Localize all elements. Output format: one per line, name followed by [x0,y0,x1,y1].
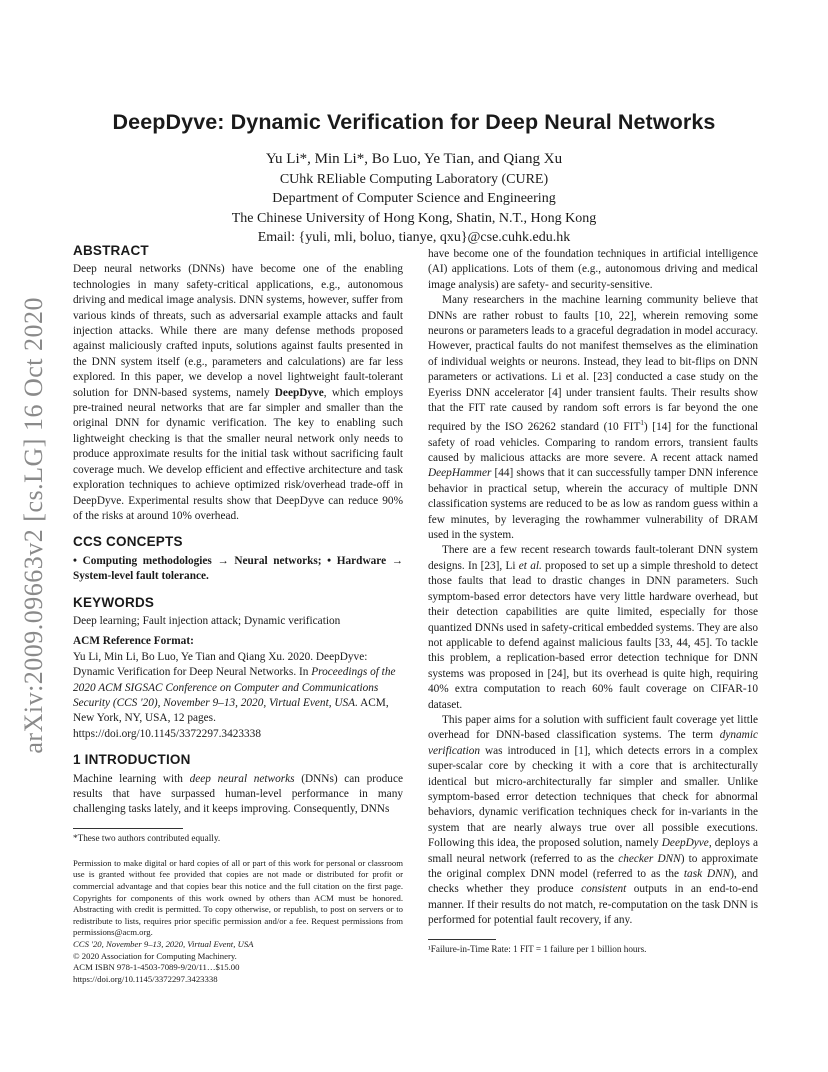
ccs-heading: CCS CONCEPTS [73,534,183,550]
paper-title: DeepDyve: Dynamic Verification for Deep Neural Networks [112,110,716,134]
author-department: Department of Computer Science and Engineering [272,191,556,206]
permission-block [73,858,403,986]
right-paragraph-2: Many researchers in the machine learning community believe that DNNs are rather robust to faults [10, 22], wherein removing some neurons or parameters leads to a graceful degradation in model accuracy. However, practical faults do not manifest themselves as the elimination of individual weights or neurons. Instead, they lead to bit-flips on DNN parameters or activations. Li et al. [23] conducted a case study on the Eyeriss DNN accelerator [4] under transient faults. Their results show that the FIT rate caused by random soft errors is far beyond the one required by the ISO 26262 standard (10 FIT$^1$) [14] for the functional safety of road vehicles. Comparing to random errors, transient faults caused by malicious attacks are more severe. A recent attack named DeepHammer [44] shows that it can successfully tamper DNN inference behavior in practical setup, wherein the accuracy of multiple DNN classification systems are reduced to be as low as random guess within a few minutes, by leveraging the rowhammer vulnerability of DRAM used in the system. [428,294,758,542]
arxiv-id: arXiv:2009.09663v2 [cs.LG] 16 Oct 2020 [19,296,48,754]
footnote-rule-right [428,939,496,940]
right-column [428,247,758,955]
keywords-heading: KEYWORDS [73,594,155,610]
author-names: Yu Li*, Min Li*, Bo Luo, Ye Tian, and Qiang Xu [265,151,563,167]
author-email: Email: {yuli, mli, boluo, tianye, qxu}@cse.cuhk.edu.hk [257,230,571,245]
abstract-text: Deep neural networks (DNNs) have become one of the enabling technologies in many safety-critical applications, e.g., autonomous driving and medical image analysis. DNN systems, however, suffer from various kinds of threats, such as adversarial example attacks and fault injection attacks. While there are many defense methods proposed against maliciously crafted inputs, solutions against faults presented in the DNN system itself (e.g., parameters and calculations) are far less explored. In this paper, we develop a novel lightweight fault-tolerant solution for DNN-based systems, namely DeepDyve, which employs pre-trained neural networks that are far simpler and smaller than the original DNN for dynamic verification. The key to enabling such lightweight checking is that the smaller neural network only needs to produce approximate results for the initial task without sacrificing fault coverage much. We develop efficient and effective architecture and task exploration techniques to achieve optimized risk/overhead trade-off in DeepDyve. Experimental results show that DeepDyve can reduce 90% of the risks at around 10% overhead. [73,263,403,522]
intro-heading: 1 INTRODUCTION [73,752,191,768]
acm-reference-text: Yu Li, Min Li, Bo Luo, Ye Tian and Qiang Xu. 2020. DeepDyve: Dynamic Verification for Deep Neural Networks. In Proceedings of the 2020 ACM SIGSAC Conference on Computer and Communications Security (CCS '20), November 9–13, 2020, Virtual Event, USA. ACM, New York, NY, USA, 12 pages. https://doi.org/10.1145/3372297.3423338 [73,650,396,740]
footnote-fit: ¹Failure-in-Time Rate: 1 FIT = 1 failure per 1 billion hours. [428,943,647,954]
right-paragraph-3: There are a few recent research towards fault-tolerant DNN system designs. In [23], Li et al. proposed to set up a simple threshold to detect those faults that lead to drastic changes in DNN parameters. Such symptom-based error detectors have very little hardware overhead, but their detection capabilities are quite limited, especially for those quantized DNNs used in safety-critical embedded systems. They are also not applicable to defend against malicious faults [33, 44, 45]. To tackle this problem, a replication-based error detection technique for DNN systems was proposed in [24], but its overhead is quite high, requiring 40% extra computation to reach 60% fault coverage on CIFAR-10 dataset. [428,544,759,711]
right-paragraph-4: This paper aims for a solution with sufficient fault coverage yet little overhead for DNN-based classification systems. The term dynamic verification was introduced in [1], which detects errors in a complex super-scalar core by checking it with a core that is architecturally identical but micro-architecturally far simpler and smaller. Unlike symptom-based error detection techniques that check for abnormal behaviors, dynamic verification techniques check for in-variants in the system that are nearly always true over all possible executions. Following this idea, the proposed solution, namely DeepDyve, deploys a small neural network (referred to as the checker DNN) to approximate the original complex DNN model (referred to as the task DNN), and checks whether they produce consistent outputs in an end-to-end manner. If their results do not match, re-computation on the task DNN is performed for potential fault recovery, if any. [428,713,759,927]
doi-line: https://doi.org/10.1145/3372297.3423338 [73,973,218,984]
footnote-rule-left [73,828,183,829]
permission-text: Permission to make digital or hard copies of all or part of this work for personal or classroom use is granted without fee provided that copies are not made or distributed for profit or commercial advantage and that copies bear this notice and the full citation on the first page. Copyrights for components of this work owned by others than ACM must be honored. Abstracting with credit is permitted. To copy otherwise, or republish, to post on servers or to redistribute to lists, requires prior specific permission and/or a fee. Request permissions from permissions@acm.org. [73,857,403,938]
abstract-heading: ABSTRACT [73,243,149,258]
author-lab: CUhk REliable Computing Laboratory (CURE) [279,171,549,187]
keywords-text: Deep learning; Fault injection attack; Dynamic verification [73,614,341,627]
author-block [72,150,756,248]
right-paragraph-1: have become one of the foundation techniques in artificial intelligence (AI) applications. Lots of them (e.g., autonomous driving and medical image analysis) are safety- and security-sensitive. [428,248,758,291]
copyright-line: © 2020 Association for Computing Machinery. [73,950,237,961]
footnote-authors: *These two authors contributed equally. [73,832,221,843]
left-column [73,243,403,985]
ccs-text: • Computing methodologies → Neural networks; • Hardware → System-level fault tolerance. [73,554,403,583]
arxiv-sidebar [12,290,56,760]
acm-reference-heading: ACM Reference Format: [73,635,194,648]
conference-line: CCS '20, November 9–13, 2020, Virtual Event, USA [73,938,254,949]
author-university: The Chinese University of Hong Kong, Shatin, N.T., Hong Kong [231,210,597,226]
intro-text: Machine learning with deep neural networks (DNNs) can produce results that have surpassed human-level performance in many challenging tasks lately, and it keeps improving. Consequently, DNNs [73,772,403,816]
isbn-line: ACM ISBN 978-1-4503-7089-9/20/11…$15.00 [73,962,240,973]
